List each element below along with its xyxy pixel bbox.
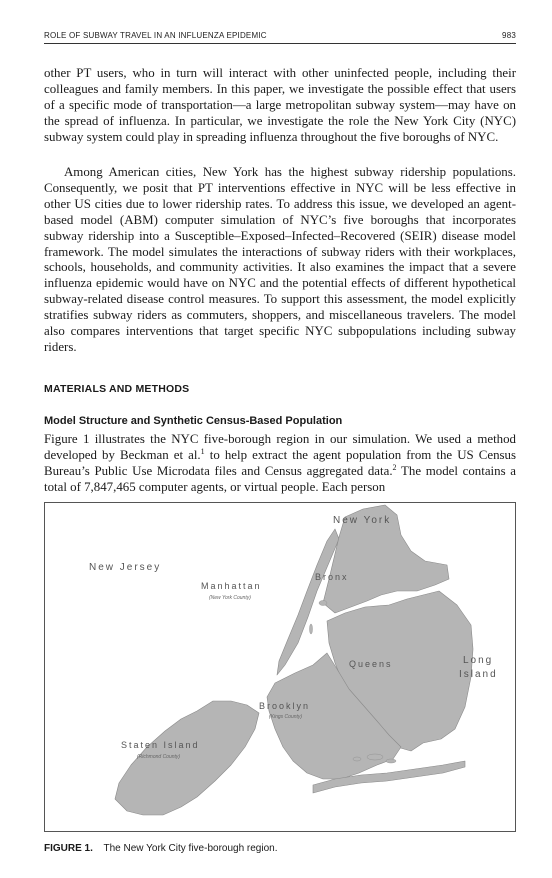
page-number: 983 bbox=[502, 31, 516, 40]
figure-caption-text: The New York City five-borough region. bbox=[103, 843, 278, 854]
running-header bbox=[44, 31, 516, 40]
section-heading: MATERIALS AND METHODS bbox=[44, 383, 190, 395]
running-title: ROLE OF SUBWAY TRAVEL IN AN INFLUENZA EPIDEMIC bbox=[44, 31, 267, 40]
reference-2-link[interactable]: 2 bbox=[392, 462, 397, 472]
staten-island-sublabel: (Richmond County) bbox=[137, 754, 181, 760]
bronx-label: Bronx bbox=[315, 572, 349, 582]
subsection-heading: Model Structure and Synthetic Census-Based Population bbox=[44, 415, 343, 427]
queens-label: Queens bbox=[349, 659, 393, 669]
manhattan-sublabel: (New York County) bbox=[209, 595, 251, 601]
staten-island-label: Staten Island bbox=[121, 740, 200, 750]
paragraph-3-part-b: to help extract the agent population from the US Census Bureau’s Public Use Microdata files and Census aggregated data. bbox=[44, 447, 517, 478]
brooklyn-label: Brooklyn bbox=[259, 701, 311, 711]
figure-caption bbox=[44, 843, 278, 854]
new-york-label: New York bbox=[333, 515, 392, 526]
new-jersey-label: New Jersey bbox=[89, 562, 162, 573]
paragraph-3-part-c: The model contains a total of 7,847,465 computer agents, or virtual people. Each person bbox=[44, 463, 516, 494]
header-rule bbox=[44, 43, 516, 44]
manhattan-label: Manhattan bbox=[201, 581, 262, 591]
figure-caption-label: FIGURE 1. bbox=[44, 843, 93, 854]
reference-1-link[interactable]: 1 bbox=[200, 446, 205, 456]
figure-1-map bbox=[44, 502, 516, 832]
brooklyn-sublabel: (Kings County) bbox=[269, 714, 303, 720]
long-label: Long bbox=[463, 655, 494, 666]
paragraph-1: other PT users, who in turn will interact with other uninfected people, including their colleagues and family members. In this paper, we investigate the possible effect that users of a specific mode of transportation—a large metropolitan subway system—may have on the spread of influenza. In particular, we investigate the role the New York City (NYC) subway system could play in spreading influenza throughout the five boroughs of NYC. bbox=[44, 66, 516, 144]
island-label: Island bbox=[459, 669, 498, 680]
paragraph-3 bbox=[44, 432, 516, 496]
paragraph-3-part-a: Figure 1 illustrates the NYC five-borough region in our simulation. We used a method developed by Beckman et al. bbox=[44, 432, 516, 462]
paragraph-2: Among American cities, New York has the highest subway ridership populations. Consequently, we posit that PT interventions effective in NYC will be less effective in other US cities due to lower ridership rates. To address this issue, we developed an agent-based model (ABM) computer simulation of NYC’s five boroughs that incorporates subway ridership into a Susceptible–Exposed–Infected–Recovered (SEIR) disease model framework. The model simulates the interactions of subway riders with their workplaces, schools, households, and community activities. It also examines the impact that a severe influenza epidemic would have on NYC and the potential effects of different hypothetical subway-related disease control measures. To support this assessment, the model explicitly stratifies subway riders as commuters, shoppers, and miscellaneous travelers. The model also compares interventions that target specific NYC subpopulations including subway riders. bbox=[44, 165, 516, 354]
nyc-map bbox=[45, 503, 515, 831]
